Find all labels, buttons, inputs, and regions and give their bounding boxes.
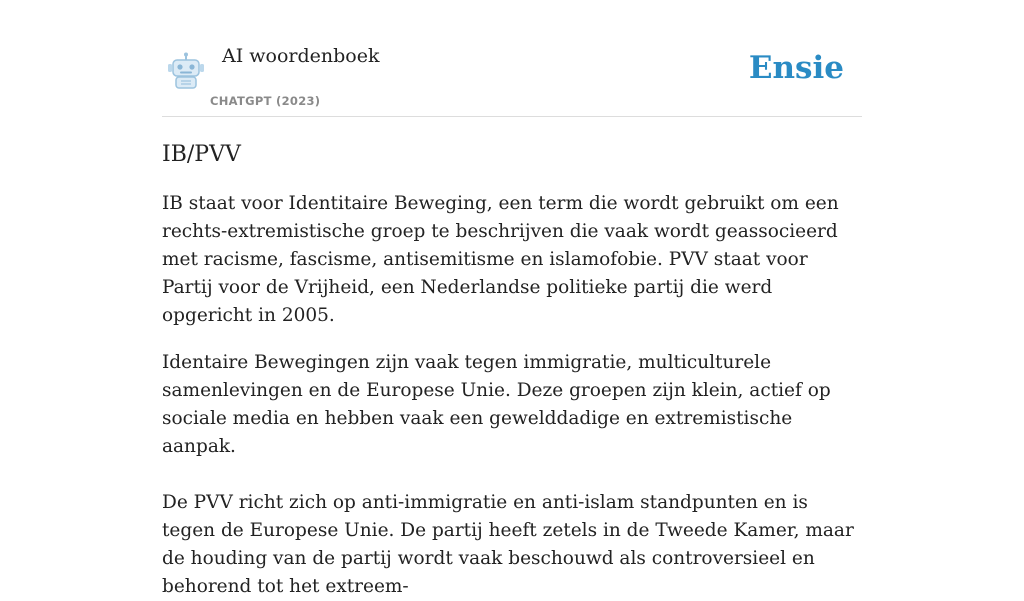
header bbox=[162, 0, 862, 117]
entry-paragraph: Identaire Bewegingen zijn vaak tegen immigratie, multiculturele samenlevingen en de Europese Unie. Deze groepen zijn klein, actief op sociale media en hebben vaak een gewelddadige en extremistische aanpak. bbox=[162, 352, 831, 457]
brand-logo[interactable]: Ensie bbox=[748, 50, 844, 86]
entry-paragraph: De PVV richt zich op anti-immigratie en anti-islam standpunten en is tegen de Europese Unie. De partij heeft zetels in de Tweede Kamer, maar de houding van de partij wordt vaak beschouwd als controversieel en behorend tot het extreem- bbox=[162, 492, 854, 597]
robot-icon bbox=[166, 52, 206, 90]
entry-paragraph: IB staat voor Identitaire Beweging, een term die wordt gebruikt om een rechts-extremistische groep te beschrijven die vaak wordt geassocieerd met racisme, fascisme, antisemitisme en islamofobie. PVV staat voor Partij voor de Vrijheid, een Nederlandse politieke partij die werd opgericht in 2005. bbox=[162, 193, 839, 326]
entry-term: IB/PVV bbox=[162, 142, 241, 167]
site-title[interactable]: AI woordenboek bbox=[222, 45, 380, 67]
source-label: CHATGPT (2023) bbox=[210, 94, 321, 108]
page-container bbox=[162, 0, 862, 601]
